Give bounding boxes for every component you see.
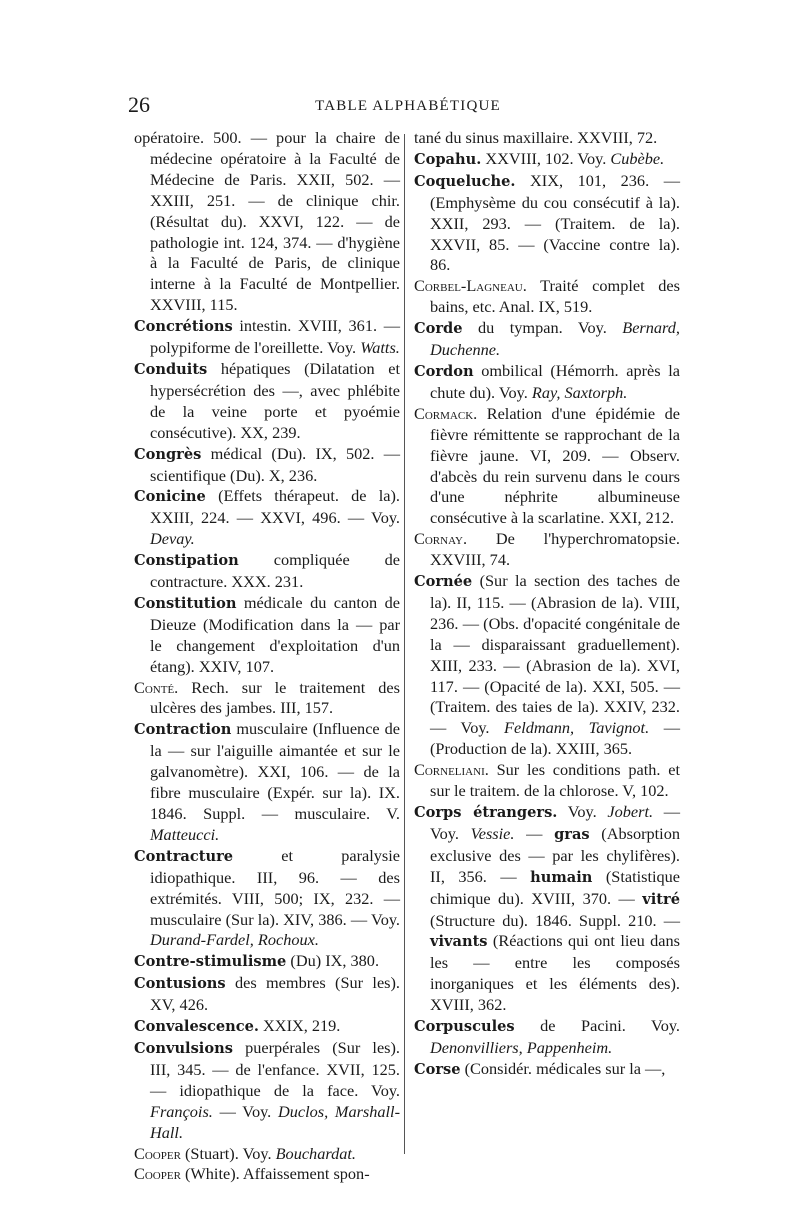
entry-reference: Duclos, Marshall-Hall. [150, 1101, 401, 1142]
entry-text: Sur les conditions path. et sur le traitem. de la chlorose. V, 102. [430, 760, 680, 801]
entry-text: (White). Affaissement spon- [180, 1164, 370, 1184]
entry-headword: Constipation [134, 552, 239, 570]
entry-text: (Considér. médicales sur la —, [460, 1058, 666, 1078]
index-entry [414, 361, 680, 404]
index-entry [134, 1164, 400, 1185]
index-entry [414, 1016, 680, 1059]
entry-text: (Statistique chimique du). XVIII, 370. — [430, 866, 681, 908]
index-entry [134, 1016, 400, 1038]
index-entry [414, 571, 680, 760]
column-divider [404, 134, 405, 1154]
entry-headword: Conicine [134, 488, 206, 506]
index-entry [414, 404, 680, 529]
entry-text: (Réactions qui ont lieu dans les — entre les composés inorganiques et les éléments des). XVIII, 362. [430, 931, 680, 1015]
index-entry [134, 846, 400, 952]
entry-reference: Durand-Fardel, Rochoux. [150, 930, 319, 950]
entry-text: Traité complet des bains, etc. Anal. IX, 519. [430, 276, 680, 317]
left-column [134, 128, 401, 1184]
index-entry [134, 719, 400, 845]
entry-author: Corneliani. [414, 760, 489, 780]
entry-text: ombilical (Hémorrh. après la chute du). Voy. [430, 360, 680, 402]
entry-reference: Denonvilliers, Pappenheim. [430, 1037, 613, 1057]
entry-text: musculaire (Influence de la — sur l'aiguille aimantée et sur le galvanomètre). XXI, 106. — de la fibre musculaire (Expér. sur la). IX. 1846. Suppl. — musculaire. V. [150, 719, 400, 823]
entry-author: Conté. [134, 677, 179, 697]
entry-text: médical (Du). IX, 502. — scientifique (Du). X, 236. [150, 443, 400, 485]
index-entry [134, 593, 400, 678]
index-entry [134, 486, 400, 550]
entry-reference: Matteucci. [150, 824, 220, 844]
entry-author: Corbel-Lagneau. [414, 276, 527, 296]
index-entry [414, 276, 680, 318]
entry-text: (Sur la section des taches de la). II, 115. — (Abrasion de la). VIII, 236. — (Obs. d'opacité congénitale de la — disparaissant graduellement). XIII, 233. — (Abrasion de la). XVI, 117. — (Opacité de la). XXI, 505. — (Traitem. des taies de la). XXIV, 232. — Voy. [430, 571, 680, 738]
entry-headword: Concrétions [134, 318, 233, 336]
index-entry [134, 128, 400, 316]
entry-headword: Conduits [134, 360, 208, 378]
entry-reference: Jobert. [607, 802, 654, 821]
entry-text: XIX, 101, 236. — (Emphysème du cou consécutif à la). XXII, 293. — (Traitem. de la). XXVII, 85. — (Vaccine contre la). 86. [430, 170, 680, 275]
entry-text: XXIX, 219. [258, 1016, 341, 1036]
entry-text: — (Production de la). XXIII, 365. [430, 718, 680, 759]
index-entry [134, 1144, 400, 1165]
entry-headword: Copahu. [414, 150, 482, 168]
index-entry [134, 951, 400, 973]
entry-headword: Corpuscules [414, 1018, 515, 1036]
entry-headword: Contraction [134, 721, 232, 739]
entry-text: — [514, 823, 555, 843]
entry-headword: Contracture [134, 847, 234, 865]
entry-headword: Cornée [414, 573, 473, 591]
page-header [128, 92, 688, 122]
index-entry [134, 973, 400, 1016]
entry-reference: Feldmann, Tavignot. [504, 718, 650, 738]
entry-headword: Corps étrangers. [414, 804, 558, 821]
entry-headword: Contusions [134, 975, 226, 993]
entry-text: (Absorption exclusive des — par les chylifères). II, 356. — [430, 823, 680, 886]
index-entry [134, 316, 400, 359]
entry-text: médicale du canton de Dieuze (Modification dans la — par le changement d'exploitation d'un étang). XXIV, 107. [150, 592, 400, 676]
entry-headword: Contre-stimulisme [134, 953, 287, 971]
entry-text: XXVIII, 102. Voy. [481, 148, 611, 168]
entry-author: Cooper [134, 1143, 181, 1163]
entry-text: (Stuart). Voy. [180, 1143, 276, 1163]
entry-author: Cornay. [414, 529, 468, 549]
index-entry [414, 760, 680, 802]
entry-text: opératoire. 500. — pour la chaire de médecine opératoire à la Faculté de Médecine de Paris. XXII, 502. — XXIII, 251. — de clinique chir. (Résultat du). XXVI, 122. — de pathologie int. 124, 374. — d'hygiène à la Faculté de Paris, de clinique interne à la Faculté de Montpellier. XXVIII, 115. [134, 128, 400, 315]
entry-reference: Bernard, Duchenne. [430, 318, 680, 360]
entry-text: De l'hyperchromatopsie. XXVIII, 74. [430, 529, 680, 570]
entry-author: Cooper [134, 1164, 181, 1184]
index-entry [414, 128, 680, 149]
entry-text: (Structure du). 1846. Suppl. 210. — [430, 910, 680, 930]
entry-text: de Pacini. Voy. [514, 1016, 680, 1036]
index-entry [134, 678, 400, 720]
entry-text: — Voy. [212, 1101, 278, 1121]
entry-text: Rech. sur le traitement des ulcères des jambes. III, 157. [150, 677, 400, 718]
entry-reference: Bouchardat. [275, 1143, 356, 1163]
entry-headword: Convulsions [134, 1039, 233, 1057]
entry-headword: vitré [642, 890, 680, 908]
entry-text: — Voy. [430, 802, 680, 843]
index-entry [414, 318, 680, 361]
index-entry [414, 149, 680, 171]
entry-text: du tympan. Voy. [462, 318, 623, 338]
entry-text: intestin. XVIII, 361. — polypiforme de l'oreillette. Voy. [150, 316, 400, 358]
entry-headword: Congrès [134, 445, 202, 463]
entry-author: Cormack. [414, 403, 478, 423]
entry-text: compliquée de contracture. XXX. 231. [150, 550, 400, 592]
running-title: TABLE ALPHABÉTIQUE [315, 98, 501, 114]
entry-text: et paralysie idiopathique. III, 96. — des extrémités. VIII, 500; IX, 232. — musculaire (Sur la). XIV, 386. — Voy. [150, 845, 400, 929]
entry-text: Relation d'une épidémie de fièvre rémittente se rapprochant de la fièvre jaune. VI, 209. — Observ. d'abcès du rein survenu dans le cours d'une néphrite albumineuse consécutive à la scarlatine. XXI, 212. [430, 403, 680, 528]
entry-headword: Coqueluche. [414, 172, 516, 190]
entry-headword: Corse [414, 1060, 461, 1078]
entry-reference: Cubèbe. [610, 148, 665, 168]
entry-reference: Watts. [360, 338, 400, 358]
right-column [414, 128, 680, 1160]
entry-text: tané du sinus maxillaire. XXVIII, 72. [414, 128, 658, 147]
entry-headword: Cordon [414, 362, 474, 380]
index-entry [134, 550, 400, 593]
index-entry [414, 171, 680, 277]
index-entry [134, 444, 400, 487]
entry-text: (Effets thérapeut. de la). XXIII, 224. — XXVI, 496. — Voy. [150, 486, 400, 528]
page-number: 26 [128, 92, 150, 117]
index-entry [134, 359, 400, 444]
index-entry [414, 802, 680, 1016]
index-entry [134, 1038, 400, 1144]
entry-headword: gras [554, 825, 590, 843]
entry-headword: vivants [430, 933, 488, 951]
entry-headword: Constitution [134, 594, 237, 612]
index-entry [414, 1059, 680, 1081]
entry-headword: Convalescence. [134, 1018, 259, 1036]
entry-reference: François. [150, 1101, 213, 1121]
index-entry [414, 529, 680, 571]
entry-reference: Ray, Saxtorph. [531, 382, 628, 402]
entry-reference: Vessie. [470, 823, 515, 843]
entry-text: Voy. [557, 802, 608, 821]
entry-text: hépatiques (Dilatation et hypersécrétion des —, avec phlébite de la veine porte et pyoémie consécutive). XX, 239. [150, 358, 400, 442]
entry-reference: Devay. [150, 529, 195, 549]
entry-headword: Corde [414, 320, 463, 338]
entry-text: des membres (Sur les). XV, 426. [150, 973, 400, 1015]
entry-text: (Du) IX, 380. [286, 951, 380, 971]
entry-headword: humain [530, 868, 593, 886]
entry-text: puerpérales (Sur les). III, 345. — de l'enfance. XVII, 125. — idiopathique de la face. Voy. [150, 1037, 400, 1100]
